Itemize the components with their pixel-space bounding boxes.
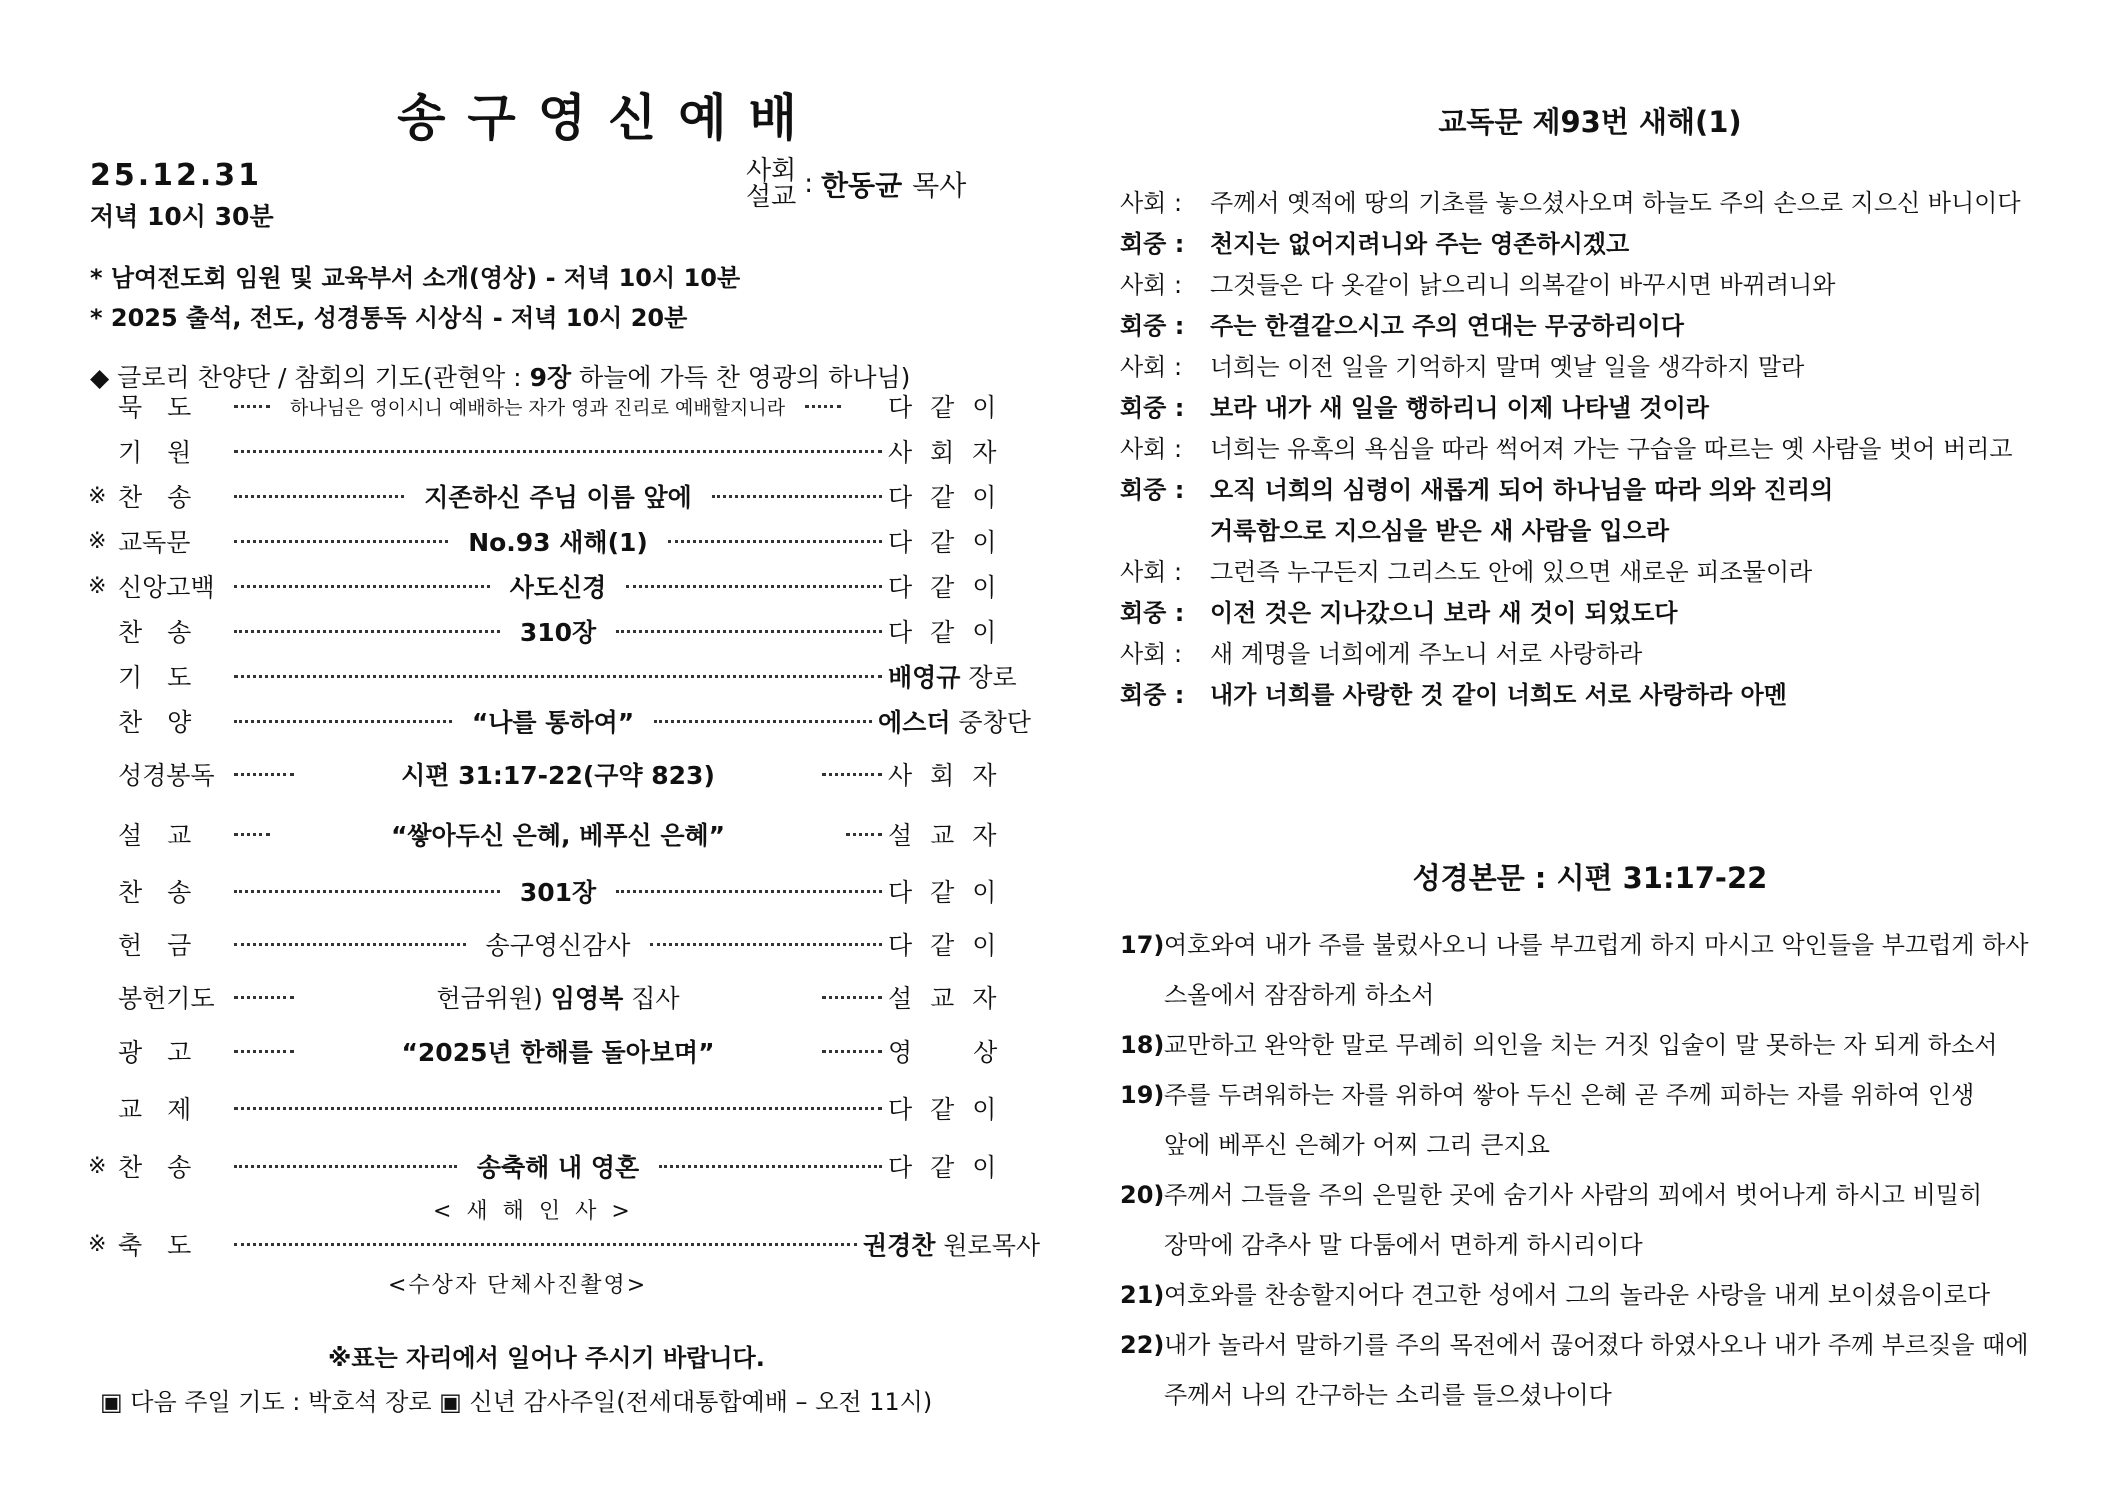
order-item-leader: 다같이 — [888, 528, 1015, 557]
speaker-label: 회중 : — [1120, 394, 1185, 422]
notices — [90, 258, 740, 338]
order-item-content: 송축해 내 영혼 — [476, 1153, 640, 1182]
order-item-leader: 다같이 — [888, 393, 1015, 422]
leader-dots — [805, 405, 841, 408]
order-item-leader: 다같이 — [888, 1095, 1015, 1124]
reading-text: 주는 한결같으시고 주의 연대는 무궁하리이다 — [1210, 312, 1684, 340]
order-item-name: 찬 송 — [118, 878, 192, 907]
reading-line-congregation — [1120, 385, 2060, 426]
reading-line-leader — [1120, 180, 2060, 221]
speaker-label: 사회 : — [1120, 189, 1183, 217]
leader-name: 권경찬 — [863, 1231, 936, 1260]
order-item-leader: 설교자 — [888, 984, 1015, 1013]
order-item-name: 찬 송 — [118, 1153, 192, 1182]
verse — [1120, 1020, 2060, 1070]
scripture-title: 성경본문 : 시편 31:17-22 — [1412, 861, 1768, 895]
order-row — [88, 926, 1015, 962]
order-row — [88, 613, 1015, 649]
reading-line-congregation — [1120, 672, 2060, 713]
leader-title: 중창단 — [950, 708, 1031, 737]
reading-line-leader — [1120, 262, 2060, 303]
leader-dots — [234, 1243, 857, 1246]
speaker-label: 회중 : — [1120, 230, 1185, 258]
leader-dots — [234, 720, 452, 723]
order-item-content: 310장 — [519, 618, 597, 647]
verse-line: 주를 두려워하는 자를 위하여 쌓아 두신 은혜 곧 주께 피하는 자를 위하여 인생 — [1164, 1081, 1975, 1109]
order-item-name: 묵 도 — [118, 393, 192, 422]
speaker-label: 회중 : — [1120, 476, 1185, 504]
leader-title: 장로 — [960, 663, 1017, 692]
order-item-name: 신앙고백 — [118, 573, 215, 602]
order-item-content: No.93 새해(1) — [468, 528, 648, 557]
order-row — [88, 433, 1015, 469]
offering-committee-label: 헌금위원) — [436, 984, 551, 1013]
stand-mark: ※ — [88, 573, 107, 599]
order-item-content: “나를 통하여” — [471, 708, 635, 737]
leader-dots — [234, 495, 404, 498]
reading-line-leader — [1120, 631, 2060, 672]
pastor-title: 목사 — [912, 169, 967, 202]
verse-number: 22) — [1120, 1331, 1165, 1359]
order-row — [88, 873, 1015, 909]
leader-dots — [822, 996, 882, 999]
responsive-reading — [1120, 180, 2060, 713]
leader-dots — [234, 1107, 882, 1110]
leader-dots — [234, 630, 500, 633]
service-title: 송구영신예배 — [397, 89, 819, 147]
verse-text — [1164, 1270, 2060, 1320]
order-item-content: “쌓아두신 은혜, 베푸신 은혜” — [390, 821, 726, 850]
order-row — [88, 979, 1015, 1015]
verse-text — [1164, 1020, 2060, 1070]
prelude-suffix: 하늘에 가득 찬 영광의 하나님) — [571, 363, 911, 392]
reading-text: 너희는 유혹의 욕심을 따라 썩어져 가는 구습을 따르는 옛 사람을 벗어 버리고 — [1210, 435, 2013, 463]
order-item-content: 301장 — [519, 878, 597, 907]
reading-line-continuation — [1120, 508, 2060, 549]
leader-dots — [234, 773, 294, 776]
reading-text: 오직 너희의 심령이 새롭게 되어 하나님을 따라 의와 진리의 — [1210, 476, 1834, 504]
leader-dots — [616, 890, 882, 893]
order-item-name: 헌 금 — [118, 931, 192, 960]
order-item-content: 사도신경 — [509, 573, 607, 602]
order-row — [88, 756, 1015, 792]
order-item-leader: 설교자 — [888, 821, 1015, 850]
reading-line-congregation — [1120, 590, 2060, 631]
leader-dots — [712, 495, 882, 498]
verse-number: 20) — [1120, 1181, 1165, 1209]
offering-prayer-name: 임영복 — [550, 984, 624, 1013]
reading-text: 주께서 옛적에 땅의 기초를 놓으셨사오며 하늘도 주의 손으로 지으신 바니이다 — [1210, 189, 2021, 217]
reading-text: 내가 너희를 사랑한 것 같이 너희도 서로 사랑하라 아멘 — [1210, 681, 1787, 709]
verse-line: 여호와여 내가 주를 불렀사오니 나를 부끄럽게 하지 마시고 악인들을 부끄럽게 하사 — [1164, 931, 2029, 959]
service-date: 25.12.31 — [90, 158, 263, 193]
presider-roles — [746, 158, 796, 210]
order-item-content: “2025년 한해를 돌아보며” — [401, 1038, 715, 1067]
verse-text — [1164, 1320, 2060, 1420]
order-item-leader: 다같이 — [888, 618, 1015, 647]
speaker-label: 사회 : — [1120, 558, 1183, 586]
verse — [1120, 920, 2060, 1020]
order-item-name: 성경봉독 — [118, 761, 215, 790]
stand-mark: ※ — [88, 528, 107, 554]
speaker-label: 사회 : — [1120, 353, 1183, 381]
reading-line-congregation — [1120, 221, 2060, 262]
verse-line: 내가 놀라서 말하기를 주의 목전에서 끊어졌다 하였사오나 내가 주께 부르짖을 때에 — [1164, 1331, 2029, 1359]
leader-dots — [234, 585, 490, 588]
order-item-name: 교 제 — [118, 1095, 192, 1124]
order-item-leader: 다같이 — [888, 573, 1015, 602]
reading-text: 천지는 없어지려니와 주는 영존하시겠고 — [1210, 230, 1630, 258]
reading-line-leader — [1120, 426, 2060, 467]
verse-line: 주께서 그들을 주의 은밀한 곳에 숨기사 사람의 꾀에서 벗어나게 하시고 비밀히 — [1164, 1181, 1983, 1209]
speaker-label: 사회 : — [1120, 271, 1183, 299]
prelude-prefix: ◆ 글로리 찬양단 / 참회의 기도(관현악 : — [90, 363, 530, 392]
leader-dots — [234, 890, 500, 893]
leader-dots — [668, 540, 882, 543]
leader-dots — [616, 630, 882, 633]
responsive-reading-title: 교독문 제93번 새해(1) — [1438, 105, 1742, 139]
prelude-hymn-number: 9장 — [529, 363, 572, 392]
leader-dots — [654, 720, 872, 723]
order-item-content: 송구영신감사 — [485, 931, 631, 960]
order-item-leader: 다같이 — [888, 878, 1015, 907]
reading-text: 그런즉 누구든지 그리스도 안에 있으면 새로운 피조물이라 — [1210, 558, 1813, 586]
standing-note: ※표는 자리에서 일어나 주시기 바랍니다. — [328, 1344, 765, 1372]
order-item-name: 찬 송 — [118, 618, 192, 647]
order-item-leader: 영 상 — [888, 1038, 1016, 1067]
order-item-name: 축 도 — [118, 1231, 192, 1260]
order-row — [88, 568, 1015, 604]
leader-dots — [234, 833, 270, 836]
leader-dots — [234, 1165, 457, 1168]
order-item-name: 교독문 — [118, 528, 191, 557]
stand-mark: ※ — [88, 483, 107, 509]
order-row — [88, 1148, 1015, 1184]
reading-text: 보라 내가 새 일을 행하리니 이제 나타낼 것이라 — [1210, 394, 1709, 422]
reading-line-leader — [1120, 344, 2060, 385]
leader-dots — [234, 450, 882, 453]
stand-mark: ※ — [88, 1153, 107, 1179]
order-item-leader: 사회자 — [888, 761, 1015, 790]
order-item-name: 기 원 — [118, 438, 192, 467]
order-item-name: 찬 송 — [118, 483, 192, 512]
order-item-leader: 사회자 — [888, 438, 1015, 467]
order-row — [88, 523, 1015, 559]
reading-line-leader — [1120, 549, 2060, 590]
verse-line: 여호와를 찬송할지어다 견고한 성에서 그의 놀라운 사랑을 내게 보이셨음이로다 — [1164, 1281, 1991, 1309]
offering-prayer-title: 집사 — [623, 984, 680, 1013]
verse — [1120, 1070, 2060, 1170]
order-row — [88, 1090, 1015, 1126]
verse-number: 19) — [1120, 1081, 1165, 1109]
speaker-label: 회중 : — [1120, 312, 1185, 340]
stand-mark: ※ — [88, 1231, 107, 1257]
date-block — [90, 158, 274, 233]
reading-text: 새 계명을 너희에게 주노니 서로 사랑하라 — [1210, 640, 1643, 668]
leader-dots — [234, 1050, 294, 1053]
order-item-leader: 다같이 — [888, 931, 1015, 960]
leader-dots — [234, 943, 466, 946]
scripture-verses — [1120, 920, 2060, 1420]
verse-line: 앞에 베푸신 은혜가 어찌 그리 큰지요 — [1164, 1131, 1550, 1159]
verse-line: 교만하고 완악한 말로 무례히 의인을 치는 거짓 입술이 말 못하는 자 되게 하소서 — [1164, 1031, 1998, 1059]
order-item-name: 광 고 — [118, 1038, 192, 1067]
leader-title: 원로목사 — [935, 1231, 1041, 1260]
order-item-name: 기 도 — [118, 663, 192, 692]
order-row — [88, 1033, 1016, 1069]
order-item-leader — [878, 703, 1031, 739]
order-item-leader: 다같이 — [888, 483, 1015, 512]
order-item-name: 찬 양 — [118, 708, 192, 737]
leader-dots — [234, 675, 882, 678]
notice-item: * 남여전도회 임원 및 교육부서 소개(영상) - 저녁 10시 10분 — [90, 264, 741, 292]
group-photo-note: <수상자 단체사진촬영> — [388, 1273, 648, 1298]
reading-text: 거룩함으로 지으심을 받은 새 사람을 입으라 — [1210, 517, 1670, 545]
order-row — [88, 658, 1017, 694]
presider-block — [746, 158, 966, 210]
leader-dots — [234, 996, 294, 999]
verse-number: 17) — [1120, 931, 1165, 959]
verse-number: 18) — [1120, 1031, 1165, 1059]
reading-line-congregation — [1120, 467, 2060, 508]
order-row — [88, 388, 1015, 424]
reading-text: 이전 것은 지나갔으니 보라 새 것이 되었도다 — [1210, 599, 1678, 627]
order-item-content: 시편 31:17-22(구약 823) — [401, 761, 715, 790]
verse-line: 주께서 나의 간구하는 소리를 들으셨나이다 — [1164, 1381, 1612, 1409]
leader-dots — [626, 585, 882, 588]
verse — [1120, 1320, 2060, 1420]
leader-dots — [650, 943, 882, 946]
speaker-label: 사회 : — [1120, 640, 1183, 668]
order-item-name: 봉헌기도 — [118, 984, 215, 1013]
order-row — [88, 1226, 1041, 1262]
order-item-content — [300, 979, 816, 1015]
presider-colon: : — [804, 169, 813, 199]
reading-line-congregation — [1120, 303, 2060, 344]
speaker-label: 회중 : — [1120, 599, 1185, 627]
order-item-leader — [863, 1226, 1041, 1262]
order-item-leader — [888, 658, 1017, 694]
leader-name: 에스더 — [878, 708, 951, 737]
order-row — [88, 816, 1015, 852]
pastor-name: 한동균 — [821, 169, 903, 202]
order-row — [88, 478, 1015, 514]
verse-line: 스올에서 잠잠하게 하소서 — [1164, 981, 1435, 1009]
verse-text — [1164, 1070, 2060, 1170]
reading-text: 그것들은 다 옷같이 낡으리니 의복같이 바꾸시면 바뀌려니와 — [1210, 271, 1836, 299]
role-preacher: 설교 — [746, 182, 797, 212]
order-item-content: 하나님은 영이시니 예배하는 자가 영과 진리로 예배할지니라 — [290, 396, 786, 419]
notice-item: * 2025 출석, 전도, 성경통독 시상식 - 저녁 10시 20분 — [90, 304, 688, 332]
leader-name: 배영규 — [888, 663, 961, 692]
scripture-title-block — [1120, 856, 2060, 897]
leader-dots — [846, 833, 882, 836]
verse — [1120, 1270, 2060, 1320]
speaker-label: 사회 : — [1120, 435, 1183, 463]
readings-column — [1120, 100, 2060, 1409]
leader-dots — [659, 1165, 882, 1168]
speaker-label: 회중 : — [1120, 681, 1185, 709]
leader-dots — [822, 1050, 882, 1053]
verse-text — [1164, 1170, 2060, 1270]
leader-dots — [822, 773, 882, 776]
order-item-leader: 다같이 — [888, 1153, 1015, 1182]
verse-text — [1164, 920, 2060, 1020]
order-item-name: 설 교 — [118, 821, 192, 850]
verse-number: 21) — [1120, 1281, 1165, 1309]
service-time: 저녁 10시 30분 — [90, 202, 274, 231]
leader-dots — [234, 405, 270, 408]
verse-line: 장막에 감추사 말 다툼에서 면하게 하시리이다 — [1164, 1231, 1643, 1259]
reading-text: 너희는 이전 일을 기억하지 말며 옛날 일을 생각하지 말라 — [1210, 353, 1805, 381]
leader-dots — [234, 540, 448, 543]
next-week-notice: ▣ 다음 주일 기도 : 박호석 장로 ▣ 신년 감사주일(전세대통합예배 – 오전 11시) — [100, 1388, 933, 1416]
verse — [1120, 1170, 2060, 1270]
order-row — [88, 703, 1031, 739]
new-year-greeting: < 새 해 인 사 > — [433, 1199, 634, 1224]
role-leader: 사회 — [746, 156, 797, 186]
order-item-content: 지존하신 주님 이름 앞에 — [424, 483, 692, 512]
